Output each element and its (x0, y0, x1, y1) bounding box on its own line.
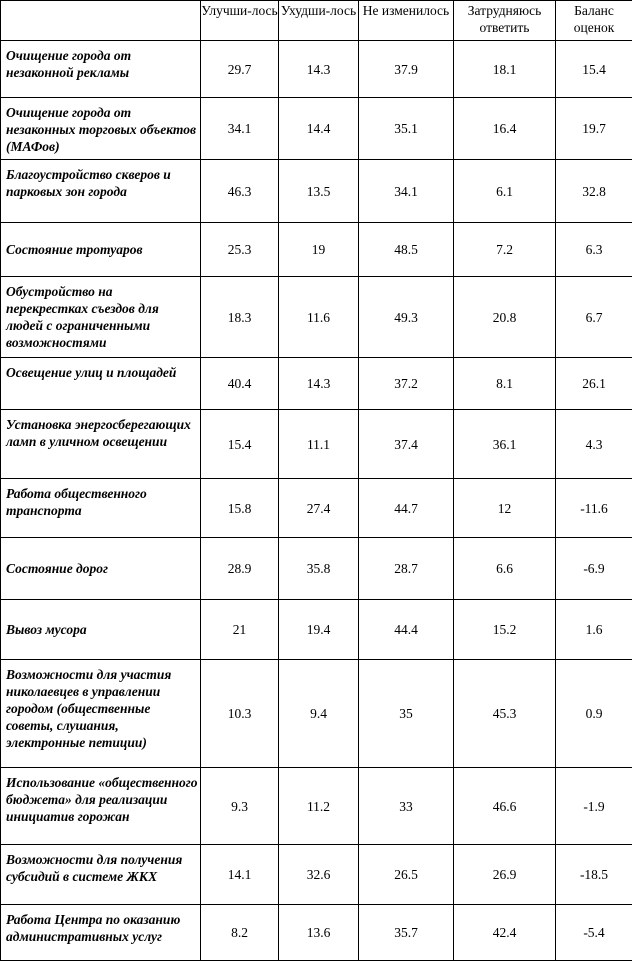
cell-balance: 19.7 (556, 98, 632, 160)
row-label: Обустройство на перекрестках съездов для людей с ограниченными возможностями (1, 277, 201, 358)
cell-improved: 46.3 (201, 160, 279, 223)
table-row (1, 660, 632, 768)
cell-balance: 32.8 (556, 160, 632, 223)
table-row (1, 905, 632, 961)
row-label: Вывоз мусора (1, 600, 201, 660)
cell-worsened: 13.5 (279, 160, 359, 223)
cell-unchanged: 44.7 (359, 479, 454, 538)
cell-improved: 15.4 (201, 410, 279, 479)
row-label: Возможности для участия николаевцев в управлении городом (общественные советы, слушания, электронные петиции) (1, 660, 201, 768)
cell-improved: 29.7 (201, 41, 279, 98)
row-label: Очищение города от незаконных торговых объектов (МАФов) (1, 98, 201, 160)
cell-improved: 8.2 (201, 905, 279, 961)
cell-balance: 26.1 (556, 358, 632, 410)
cell-worsened: 27.4 (279, 479, 359, 538)
row-label: Состояние тротуаров (1, 223, 201, 277)
cell-hard-to-answer: 6.6 (454, 538, 556, 600)
cell-hard-to-answer: 45.3 (454, 660, 556, 768)
table-row (1, 160, 632, 223)
cell-unchanged: 37.4 (359, 410, 454, 479)
cell-hard-to-answer: 16.4 (454, 98, 556, 160)
cell-hard-to-answer: 26.9 (454, 845, 556, 905)
row-label: Очищение города от незаконной рекламы (1, 41, 201, 98)
cell-hard-to-answer: 6.1 (454, 160, 556, 223)
cell-worsened: 11.2 (279, 768, 359, 845)
cell-worsened: 14.3 (279, 41, 359, 98)
cell-hard-to-answer: 20.8 (454, 277, 556, 358)
table-row (1, 479, 632, 538)
table-row (1, 277, 632, 358)
table-row (1, 358, 632, 410)
row-label: Использование «общественного бюджета» для реализации инициатив горожан (1, 768, 201, 845)
cell-improved: 15.8 (201, 479, 279, 538)
header-unchanged: Не изменилось (359, 1, 454, 41)
cell-worsened: 35.8 (279, 538, 359, 600)
cell-hard-to-answer: 42.4 (454, 905, 556, 961)
cell-balance: -18.5 (556, 845, 632, 905)
cell-balance: 1.6 (556, 600, 632, 660)
header-improved: Улучши-лось (201, 1, 279, 41)
cell-unchanged: 49.3 (359, 277, 454, 358)
cell-worsened: 14.3 (279, 358, 359, 410)
row-label: Освещение улиц и площадей (1, 358, 201, 410)
cell-unchanged: 37.2 (359, 358, 454, 410)
cell-worsened: 32.6 (279, 845, 359, 905)
cell-unchanged: 34.1 (359, 160, 454, 223)
cell-unchanged: 28.7 (359, 538, 454, 600)
cell-hard-to-answer: 46.6 (454, 768, 556, 845)
table-row (1, 600, 632, 660)
row-label: Возможности для получения субсидий в системе ЖКХ (1, 845, 201, 905)
cell-improved: 9.3 (201, 768, 279, 845)
cell-unchanged: 35 (359, 660, 454, 768)
header-empty-cell (1, 1, 201, 41)
cell-improved: 28.9 (201, 538, 279, 600)
table-row (1, 41, 632, 98)
header-hard-to-answer: Затрудняюсь ответить (454, 1, 556, 41)
cell-improved: 25.3 (201, 223, 279, 277)
cell-balance: 4.3 (556, 410, 632, 479)
cell-improved: 10.3 (201, 660, 279, 768)
cell-worsened: 11.1 (279, 410, 359, 479)
row-label: Благоустройство скверов и парковых зон города (1, 160, 201, 223)
table-row (1, 410, 632, 479)
cell-improved: 34.1 (201, 98, 279, 160)
cell-balance: 6.7 (556, 277, 632, 358)
cell-improved: 18.3 (201, 277, 279, 358)
table-row (1, 98, 632, 160)
cell-worsened: 9.4 (279, 660, 359, 768)
table-row (1, 845, 632, 905)
cell-improved: 14.1 (201, 845, 279, 905)
cell-balance: 15.4 (556, 41, 632, 98)
row-label: Работа Центра по оказанию административных услуг (1, 905, 201, 961)
cell-balance: -6.9 (556, 538, 632, 600)
cell-worsened: 19.4 (279, 600, 359, 660)
table-row (1, 223, 632, 277)
header-row (1, 1, 632, 41)
cell-unchanged: 37.9 (359, 41, 454, 98)
cell-worsened: 13.6 (279, 905, 359, 961)
cell-improved: 40.4 (201, 358, 279, 410)
header-worsened: Ухудши-лось (279, 1, 359, 41)
cell-unchanged: 26.5 (359, 845, 454, 905)
table-row (1, 768, 632, 845)
cell-unchanged: 33 (359, 768, 454, 845)
cell-hard-to-answer: 12 (454, 479, 556, 538)
cell-balance: -11.6 (556, 479, 632, 538)
cell-unchanged: 35.7 (359, 905, 454, 961)
cell-balance: 0.9 (556, 660, 632, 768)
cell-unchanged: 35.1 (359, 98, 454, 160)
cell-balance: -5.4 (556, 905, 632, 961)
cell-balance: -1.9 (556, 768, 632, 845)
cell-worsened: 14.4 (279, 98, 359, 160)
cell-unchanged: 44.4 (359, 600, 454, 660)
cell-unchanged: 48.5 (359, 223, 454, 277)
cell-hard-to-answer: 8.1 (454, 358, 556, 410)
cell-hard-to-answer: 7.2 (454, 223, 556, 277)
cell-balance: 6.3 (556, 223, 632, 277)
table-row (1, 538, 632, 600)
header-balance: Баланс оценок (556, 1, 632, 41)
cell-hard-to-answer: 18.1 (454, 41, 556, 98)
cell-worsened: 11.6 (279, 277, 359, 358)
row-label: Состояние дорог (1, 538, 201, 600)
cell-hard-to-answer: 36.1 (454, 410, 556, 479)
row-label: Работа общественного транспорта (1, 479, 201, 538)
row-label: Установка энергосберегающих ламп в уличном освещении (1, 410, 201, 479)
cell-hard-to-answer: 15.2 (454, 600, 556, 660)
cell-worsened: 19 (279, 223, 359, 277)
cell-improved: 21 (201, 600, 279, 660)
